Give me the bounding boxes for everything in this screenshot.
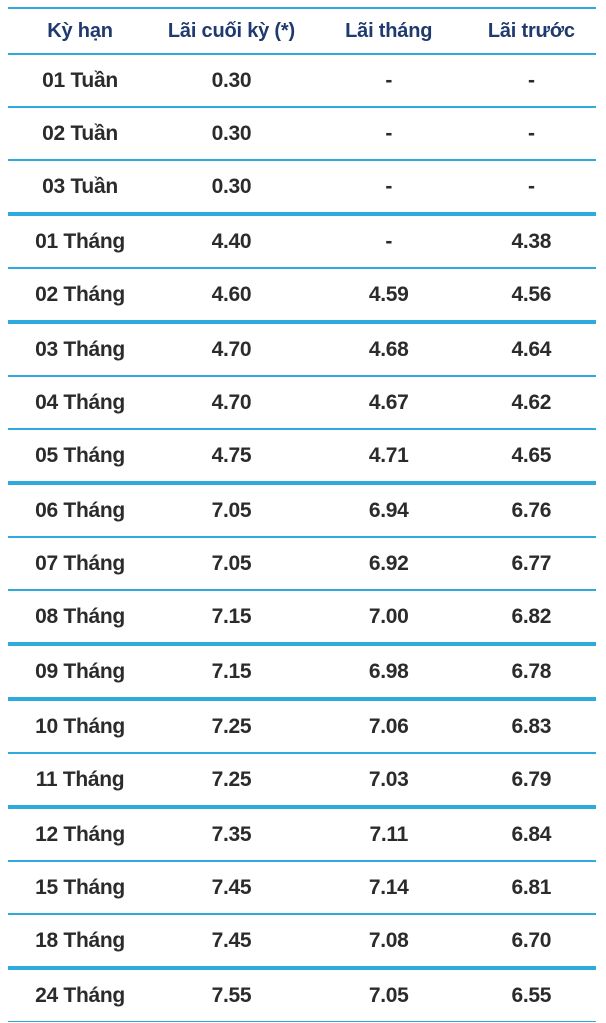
end-of-term-rate-cell: 7.05 <box>152 537 311 590</box>
table-row <box>8 214 596 268</box>
end-of-term-rate-cell: 4.75 <box>152 429 311 483</box>
term-cell: 12 Tháng <box>8 807 152 861</box>
table-row <box>8 322 596 376</box>
upfront-rate-cell: 6.79 <box>467 753 596 807</box>
table-row <box>8 807 596 861</box>
upfront-rate-cell: 6.78 <box>467 644 596 699</box>
deposit-rate-table <box>8 7 596 1022</box>
upfront-rate-cell: - <box>467 54 596 107</box>
table-row <box>8 268 596 322</box>
end-of-term-rate-cell: 7.55 <box>152 968 311 1022</box>
rate-table-body <box>8 54 596 1022</box>
header-monthly-rate: Lãi tháng <box>311 8 467 54</box>
end-of-term-rate-cell: 4.70 <box>152 376 311 429</box>
upfront-rate-cell: 6.81 <box>467 861 596 914</box>
monthly-rate-cell: 7.00 <box>311 590 467 644</box>
upfront-rate-cell: 6.82 <box>467 590 596 644</box>
upfront-rate-cell: 6.76 <box>467 483 596 537</box>
monthly-rate-cell: 6.92 <box>311 537 467 590</box>
end-of-term-rate-cell: 7.05 <box>152 483 311 537</box>
term-cell: 11 Tháng <box>8 753 152 807</box>
table-row <box>8 644 596 699</box>
term-cell: 01 Tháng <box>8 214 152 268</box>
term-cell: 07 Tháng <box>8 537 152 590</box>
end-of-term-rate-cell: 7.15 <box>152 644 311 699</box>
end-of-term-rate-cell: 4.60 <box>152 268 311 322</box>
term-cell: 05 Tháng <box>8 429 152 483</box>
monthly-rate-cell: 7.06 <box>311 699 467 753</box>
upfront-rate-cell: - <box>467 160 596 214</box>
end-of-term-rate-cell: 7.35 <box>152 807 311 861</box>
monthly-rate-cell: - <box>311 54 467 107</box>
monthly-rate-cell: 4.71 <box>311 429 467 483</box>
table-row <box>8 429 596 483</box>
monthly-rate-cell: - <box>311 107 467 160</box>
end-of-term-rate-cell: 7.45 <box>152 914 311 968</box>
term-cell: 15 Tháng <box>8 861 152 914</box>
table-row <box>8 376 596 429</box>
end-of-term-rate-cell: 4.70 <box>152 322 311 376</box>
monthly-rate-cell: 7.11 <box>311 807 467 861</box>
monthly-rate-cell: 4.68 <box>311 322 467 376</box>
monthly-rate-cell: 7.05 <box>311 968 467 1022</box>
monthly-rate-cell: 6.98 <box>311 644 467 699</box>
monthly-rate-cell: 4.59 <box>311 268 467 322</box>
end-of-term-rate-cell: 7.15 <box>152 590 311 644</box>
monthly-rate-cell: - <box>311 214 467 268</box>
term-cell: 03 Tuần <box>8 160 152 214</box>
table-row <box>8 54 596 107</box>
table-row <box>8 914 596 968</box>
monthly-rate-cell: - <box>311 160 467 214</box>
upfront-rate-cell: 6.84 <box>467 807 596 861</box>
table-row <box>8 590 596 644</box>
upfront-rate-cell: 6.77 <box>467 537 596 590</box>
header-term: Kỳ hạn <box>8 8 152 54</box>
table-row <box>8 968 596 1022</box>
upfront-rate-cell: 4.56 <box>467 268 596 322</box>
upfront-rate-cell: 4.64 <box>467 322 596 376</box>
end-of-term-rate-cell: 0.30 <box>152 54 311 107</box>
header-upfront-rate: Lãi trước <box>467 8 596 54</box>
end-of-term-rate-cell: 7.25 <box>152 699 311 753</box>
term-cell: 02 Tháng <box>8 268 152 322</box>
upfront-rate-cell: 4.62 <box>467 376 596 429</box>
term-cell: 18 Tháng <box>8 914 152 968</box>
end-of-term-rate-cell: 7.45 <box>152 861 311 914</box>
term-cell: 03 Tháng <box>8 322 152 376</box>
end-of-term-rate-cell: 0.30 <box>152 107 311 160</box>
term-cell: 09 Tháng <box>8 644 152 699</box>
upfront-rate-cell: 6.83 <box>467 699 596 753</box>
table-row <box>8 537 596 590</box>
upfront-rate-cell: - <box>467 107 596 160</box>
term-cell: 04 Tháng <box>8 376 152 429</box>
table-row <box>8 861 596 914</box>
monthly-rate-cell: 7.03 <box>311 753 467 807</box>
table-row <box>8 699 596 753</box>
monthly-rate-cell: 7.14 <box>311 861 467 914</box>
term-cell: 01 Tuần <box>8 54 152 107</box>
end-of-term-rate-cell: 7.25 <box>152 753 311 807</box>
monthly-rate-cell: 7.08 <box>311 914 467 968</box>
upfront-rate-cell: 4.65 <box>467 429 596 483</box>
header-end-of-term-rate: Lãi cuối kỳ (*) <box>152 8 311 54</box>
term-cell: 24 Tháng <box>8 968 152 1022</box>
table-header <box>8 8 596 54</box>
upfront-rate-cell: 6.70 <box>467 914 596 968</box>
header-row <box>8 8 596 54</box>
table-row <box>8 160 596 214</box>
upfront-rate-cell: 6.55 <box>467 968 596 1022</box>
monthly-rate-cell: 6.94 <box>311 483 467 537</box>
monthly-rate-cell: 4.67 <box>311 376 467 429</box>
term-cell: 10 Tháng <box>8 699 152 753</box>
term-cell: 08 Tháng <box>8 590 152 644</box>
table-row <box>8 483 596 537</box>
end-of-term-rate-cell: 0.30 <box>152 160 311 214</box>
upfront-rate-cell: 4.38 <box>467 214 596 268</box>
table-row <box>8 107 596 160</box>
table-row <box>8 753 596 807</box>
end-of-term-rate-cell: 4.40 <box>152 214 311 268</box>
term-cell: 02 Tuần <box>8 107 152 160</box>
term-cell: 06 Tháng <box>8 483 152 537</box>
